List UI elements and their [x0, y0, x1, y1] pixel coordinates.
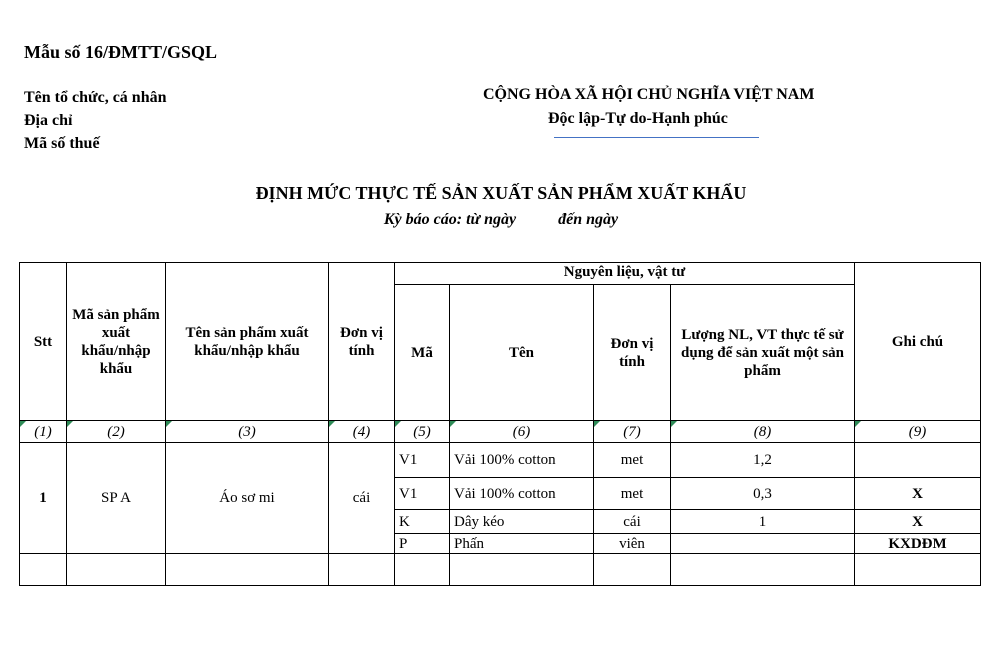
national-motto: Độc lập-Tự do-Hạnh phúc — [548, 110, 728, 127]
material-name: Vải 100% cotton — [450, 478, 594, 510]
col-num-5: (5) — [395, 421, 450, 443]
col-num-4: (4) — [329, 421, 395, 443]
material-unit: cái — [594, 510, 671, 534]
empty-row — [20, 554, 981, 586]
col-num-6: (6) — [450, 421, 594, 443]
header-material-name: Tên — [450, 285, 594, 421]
material-unit: met — [594, 478, 671, 510]
header-note: Ghi chú — [855, 263, 981, 421]
empty-cell — [67, 554, 166, 586]
col-num-8: (8) — [671, 421, 855, 443]
header-unit: Đơn vị tính — [329, 263, 395, 421]
material-quantity: 0,3 — [671, 478, 855, 510]
header-material-code: Mã — [395, 285, 450, 421]
org-tax-label: Mã số thuế — [24, 135, 100, 152]
material-code: V1 — [395, 478, 450, 510]
empty-cell — [329, 554, 395, 586]
form-number: Mẫu số 16/ĐMTT/GSQL — [24, 42, 218, 62]
org-address-label: Địa chỉ — [24, 112, 73, 129]
material-name: Dây kéo — [450, 510, 594, 534]
empty-cell — [166, 554, 329, 586]
col-num-2: (2) — [67, 421, 166, 443]
empty-cell — [450, 554, 594, 586]
material-quantity — [671, 534, 855, 554]
document-title: ĐỊNH MỨC THỰC TẾ SẢN XUẤT SẢN PHẨM XUẤT KHẨU — [255, 183, 747, 203]
header-quantity: Lượng NL, VT thực tế sử dụng để sản xuất một sản phẩm — [671, 285, 855, 421]
material-note: X — [855, 510, 981, 534]
product-name: Áo sơ mi — [166, 443, 329, 554]
header-materials: Nguyên liệu, vật tư — [395, 263, 855, 285]
col-num-7: (7) — [594, 421, 671, 443]
material-note — [855, 443, 981, 478]
material-name: Vải 100% cotton — [450, 443, 594, 478]
nation-heading: CỘNG HÒA XÃ HỘI CHỦ NGHĨA VIỆT NAM — [483, 86, 815, 103]
norms-table — [19, 262, 981, 586]
column-number-row — [20, 421, 981, 443]
col-num-9: (9) — [855, 421, 981, 443]
material-name: Phấn — [450, 534, 594, 554]
material-unit: viên — [594, 534, 671, 554]
empty-cell — [20, 554, 67, 586]
header-product-code: Mã sản phẩm xuất khẩu/nhập khẩu — [67, 263, 166, 421]
col-num-1: (1) — [20, 421, 67, 443]
product-unit: cái — [329, 443, 395, 554]
material-quantity: 1,2 — [671, 443, 855, 478]
period-to: đến ngày — [558, 211, 619, 228]
empty-cell — [855, 554, 981, 586]
org-name-label: Tên tổ chức, cá nhân — [24, 89, 167, 106]
empty-cell — [671, 554, 855, 586]
header-row-1 — [20, 263, 981, 285]
material-note: X — [855, 478, 981, 510]
header-material-unit: Đơn vị tính — [594, 285, 671, 421]
organization-info — [24, 86, 167, 155]
table-row — [20, 443, 981, 478]
empty-cell — [594, 554, 671, 586]
col-num-3: (3) — [166, 421, 329, 443]
report-period — [0, 211, 1002, 229]
empty-cell — [395, 554, 450, 586]
material-quantity: 1 — [671, 510, 855, 534]
material-code: P — [395, 534, 450, 554]
product-code: SP A — [67, 443, 166, 554]
material-unit: met — [594, 443, 671, 478]
material-note: KXDĐM — [855, 534, 981, 554]
material-code: K — [395, 510, 450, 534]
motto-underline — [554, 137, 759, 138]
header-product-name: Tên sản phẩm xuất khẩu/nhập khẩu — [166, 263, 329, 421]
product-stt: 1 — [20, 443, 67, 554]
material-code: V1 — [395, 443, 450, 478]
header-stt: Stt — [20, 263, 67, 421]
period-from: Kỳ báo cáo: từ ngày — [383, 211, 517, 228]
